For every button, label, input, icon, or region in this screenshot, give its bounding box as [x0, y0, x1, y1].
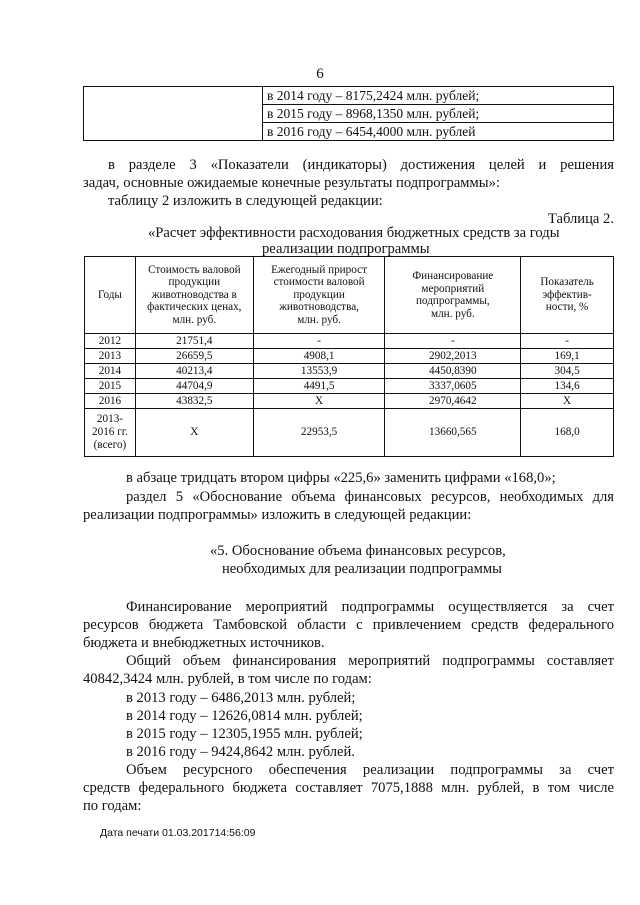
section5-title-line-2: необходимых для реализации подпрограммы — [222, 561, 502, 577]
header-financing: Финансирование мероприятий подпрограммы, млн. руб. — [385, 257, 521, 334]
header-years: Годы — [85, 257, 136, 334]
table-row — [85, 349, 614, 364]
table-row — [84, 87, 614, 105]
funding-2015-cell: в 2015 году – 8968,1350 млн. рублей; — [263, 105, 614, 123]
table-cell: 26659,5 — [135, 349, 253, 364]
table-cell: 21751,4 — [135, 334, 253, 349]
table-cell: 134,6 — [521, 379, 614, 394]
header-efficiency: Показатель эффектив- ности, % — [521, 257, 614, 334]
table-cell: 2015 — [85, 379, 136, 394]
table-cell: 2016 — [85, 394, 136, 409]
table-cell: 304,5 — [521, 364, 614, 379]
page-number: 6 — [316, 66, 324, 82]
table-total-row — [85, 409, 614, 457]
table-cell: 13660,565 — [385, 409, 521, 457]
table-cell: 2014 — [85, 364, 136, 379]
table-label: Таблица 2. — [547, 211, 614, 227]
body-p1-line-1: Финансирование мероприятий подпрограммы осуществляется за счет — [126, 599, 614, 615]
table-cell: 168,0 — [521, 409, 614, 457]
body-p1-line-2: ресурсов бюджета Тамбовской области с привлечением средств федерального — [83, 617, 614, 633]
table-cell: - — [521, 334, 614, 349]
table-cell: Х — [253, 394, 385, 409]
table-row — [85, 334, 614, 349]
header-annual-growth: Ежегодный прирост стоимости валовой продукции животноводства, млн. руб. — [253, 257, 385, 334]
body-p1-line-3: бюджета и внебюджетных источников. — [83, 635, 325, 651]
table-cell: 40213,4 — [135, 364, 253, 379]
body-p3-line-2: средств федерального бюджета составляет 7075,1888 млн. рублей, в том числе — [83, 780, 614, 796]
after-table-line-1: в абзаце тридцать втором цифры «225,6» заменить цифрами «168,0»; — [126, 470, 556, 486]
empty-cell — [84, 87, 263, 141]
header-gross-value: Стоимость валовой продукции животноводства в фактических ценах, млн. руб. — [135, 257, 253, 334]
table-cell: 22953,5 — [253, 409, 385, 457]
table-row — [85, 364, 614, 379]
table-row — [85, 379, 614, 394]
table-cell: 3337,0605 — [385, 379, 521, 394]
print-date: Дата печати 01.03.201714:56:09 — [100, 827, 256, 839]
efficiency-table — [84, 256, 614, 457]
year-item-2014: в 2014 году – 12626,0814 млн. рублей; — [126, 708, 363, 724]
body-p3-line-3: по годам: — [83, 798, 142, 814]
after-table-line-3: реализации подпрограммы» изложить в следующей редакции: — [83, 507, 472, 523]
table-cell: 13553,9 — [253, 364, 385, 379]
total-years-cell: 2013- 2016 гг. (всего) — [85, 409, 136, 457]
table-cell: 2013 — [85, 349, 136, 364]
intro-line-1: в разделе 3 «Показатели (индикаторы) достижения целей и решения — [108, 157, 614, 173]
table-cell: 43832,5 — [135, 394, 253, 409]
body-p2-line-2: 40842,3424 млн. рублей, в том числе по годам: — [83, 671, 372, 687]
table-cell: 2902,2013 — [385, 349, 521, 364]
body-p2-line-1: Общий объем финансирования мероприятий подпрограммы составляет — [126, 653, 614, 669]
year-item-2013: в 2013 году – 6486,2013 млн. рублей; — [126, 690, 356, 706]
table-cell: 2012 — [85, 334, 136, 349]
year-item-2015: в 2015 году – 12305,1955 млн. рублей; — [126, 726, 363, 742]
intro-line-3: таблицу 2 изложить в следующей редакции: — [108, 193, 383, 209]
table-cell: 4450,8390 — [385, 364, 521, 379]
funding-2014-cell: в 2014 году – 8175,2424 млн. рублей; — [263, 87, 614, 105]
intro-line-2: задач, основные ожидаемые конечные результаты подпрограммы»: — [83, 175, 500, 191]
table-cell: Х — [521, 394, 614, 409]
table-cell: Х — [135, 409, 253, 457]
year-item-2016: в 2016 году – 9424,8642 млн. рублей. — [126, 744, 355, 760]
body-p3-line-1: Объем ресурсного обеспечения реализации подпрограммы за счет — [126, 762, 614, 778]
table-title-text-1: «Расчет эффективности расходования бюджетных средств за годы — [148, 225, 560, 241]
table-cell: 4491,5 — [253, 379, 385, 394]
table-cell: 44704,9 — [135, 379, 253, 394]
funding-continuation-table — [83, 86, 614, 141]
table-title-line-2: реализации подпрограммы — [262, 241, 430, 257]
table-cell: 4908,1 — [253, 349, 385, 364]
funding-2016-cell: в 2016 году – 6454,4000 млн. рублей — [263, 123, 614, 141]
table-header-row — [85, 257, 614, 334]
after-table-line-2: раздел 5 «Обоснование объема финансовых ресурсов, необходимых для — [126, 489, 614, 505]
section5-title-line-1: «5. Обоснование объема финансовых ресурсов, — [210, 543, 506, 559]
table-cell: 2970,4642 — [385, 394, 521, 409]
table-row — [85, 394, 614, 409]
table-cell: - — [385, 334, 521, 349]
table-cell: 169,1 — [521, 349, 614, 364]
table-cell: - — [253, 334, 385, 349]
